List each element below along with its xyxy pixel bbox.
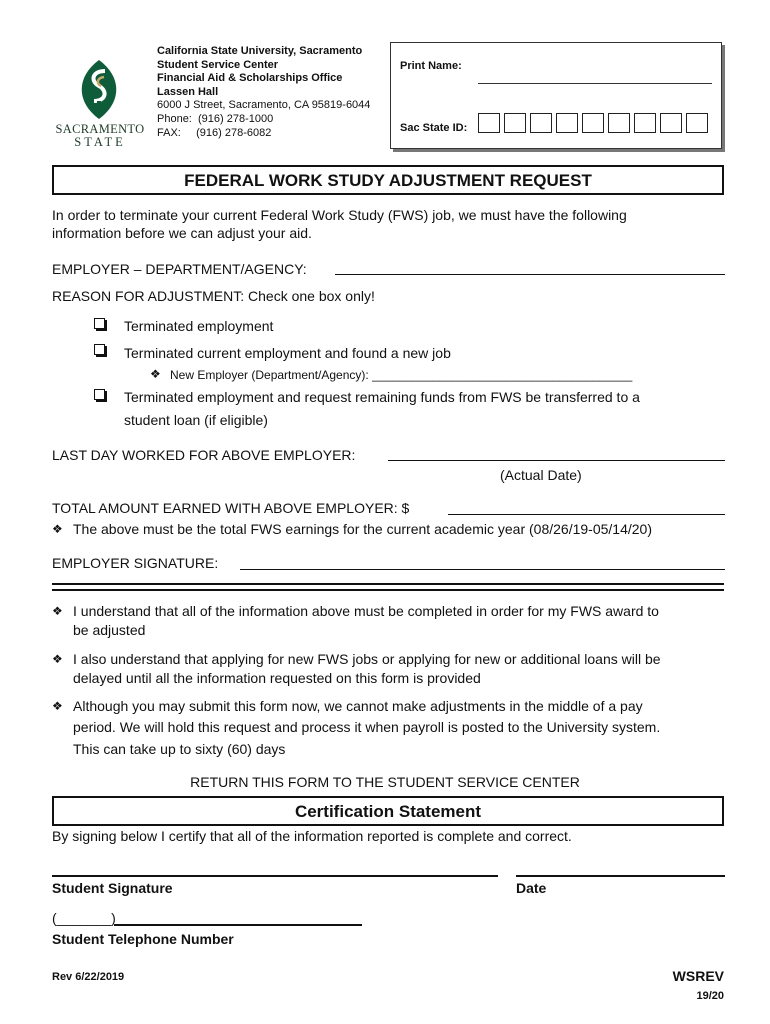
print-name-field[interactable]	[478, 83, 712, 84]
last-day-label: LAST DAY WORKED FOR ABOVE EMPLOYER:	[52, 447, 356, 463]
option-new-job-label: Terminated current employment and found a new job	[124, 345, 451, 361]
date-label: Date	[516, 880, 547, 896]
diamond-bullet-icon: ❖	[52, 604, 63, 618]
total-earned-field[interactable]	[448, 514, 725, 515]
student-id-box	[390, 42, 722, 149]
student-signature-field[interactable]	[52, 875, 498, 877]
fax-label: FAX:	[157, 126, 181, 139]
revision-date: Rev 6/22/2019	[52, 971, 125, 983]
checkbox-transfer-to-loan[interactable]	[94, 389, 105, 400]
logo-wordmark-bottom: STATE	[74, 135, 126, 149]
student-phone-field[interactable]	[114, 924, 362, 926]
total-earned-note: The above must be the total FWS earnings for the current academic year (08/26/19-05/14/20)	[73, 521, 652, 537]
address-line: Financial Aid & Scholarships Office	[157, 72, 343, 85]
employer-signature-label: EMPLOYER SIGNATURE:	[52, 555, 219, 571]
phone-number: (916) 278-1000	[198, 112, 274, 125]
office-address	[157, 45, 370, 140]
logo-wordmark-top: SACRAMENTO	[55, 122, 145, 136]
phone-area-code-field[interactable]: (_______)	[52, 910, 116, 926]
option-transfer-label-line1: Terminated employment and request remaining funds from FWS be transferred to a	[124, 389, 640, 405]
id-digit-box[interactable]	[478, 113, 500, 133]
form-year: 19/20	[696, 990, 724, 1002]
id-digit-box[interactable]	[686, 113, 708, 133]
id-digit-box[interactable]	[556, 113, 578, 133]
fax-number: (916) 278-6082	[196, 126, 272, 139]
bullet-3-line3: This can take up to sixty (60) days	[73, 741, 286, 757]
date-field[interactable]	[516, 875, 725, 877]
phone-row	[157, 113, 370, 127]
address-line: Lassen Hall	[157, 85, 219, 98]
bullet-1-line2: be adjusted	[73, 622, 146, 638]
id-digit-box[interactable]	[504, 113, 526, 133]
return-instructions: RETURN THIS FORM TO THE STUDENT SERVICE CENTER	[190, 774, 580, 790]
address-line: California State University, Sacramento	[157, 45, 363, 57]
id-digit-box[interactable]	[582, 113, 604, 133]
diamond-bullet-icon: ❖	[52, 652, 63, 666]
option-terminated-label: Terminated employment	[124, 318, 274, 334]
bullet-2-line1: I also understand that applying for new FWS jobs or applying for new or additional loans will be	[73, 651, 661, 667]
id-digit-box[interactable]	[530, 113, 552, 133]
section-divider	[52, 583, 724, 585]
id-digit-box[interactable]	[660, 113, 682, 133]
intro-text-line1: In order to terminate your current Federal Work Study (FWS) job, we must have the following	[52, 207, 627, 223]
employer-signature-field[interactable]	[240, 569, 725, 570]
student-signature-label: Student Signature	[52, 880, 173, 896]
checkbox-terminated[interactable]	[94, 318, 105, 329]
checkbox-new-job[interactable]	[94, 344, 105, 355]
phone-label: Phone:	[157, 112, 192, 125]
employer-label: EMPLOYER – DEPARTMENT/AGENCY:	[52, 261, 307, 277]
bullet-3-line2: period. We will hold this request and process it when payroll is posted to the University system.	[73, 719, 661, 735]
new-employer-field[interactable]: New Employer (Department/Agency): _______________________________________	[170, 368, 633, 382]
diamond-bullet-icon: ❖	[150, 367, 161, 381]
student-phone-label: Student Telephone Number	[52, 931, 234, 947]
print-name-label: Print Name:	[400, 60, 462, 72]
fax-row	[157, 127, 370, 141]
section-divider	[52, 589, 724, 591]
certification-title: Certification Statement	[52, 796, 724, 826]
bullet-1-line1: I understand that all of the information above must be completed in order for my FWS award to	[73, 603, 659, 619]
address-line: 6000 J Street, Sacramento, CA 95819-6044	[157, 99, 371, 112]
address-line: Student Service Center	[157, 58, 279, 71]
sac-state-id-label: Sac State ID:	[400, 122, 468, 134]
intro-text-line2: information before we can adjust your aid.	[52, 225, 312, 241]
last-day-field[interactable]	[388, 460, 725, 461]
bullet-3-line1: Although you may submit this form now, we cannot make adjustments in the middle of a pay	[73, 698, 643, 714]
id-digit-box[interactable]	[608, 113, 630, 133]
form-code: WSREV	[672, 968, 724, 984]
sac-state-id-field	[478, 113, 712, 133]
reason-label: REASON FOR ADJUSTMENT: Check one box only!	[52, 288, 375, 304]
certification-text: By signing below I certify that all of the information reported is complete and correct.	[52, 828, 572, 844]
diamond-bullet-icon: ❖	[52, 699, 63, 713]
actual-date-caption: (Actual Date)	[500, 467, 582, 483]
option-transfer-label-line2: student loan (if eligible)	[124, 412, 268, 428]
diamond-bullet-icon: ❖	[52, 522, 63, 536]
total-earned-label: TOTAL AMOUNT EARNED WITH ABOVE EMPLOYER: $	[52, 500, 410, 516]
bullet-2-line2: delayed until all the information requested on this form is provided	[73, 670, 481, 686]
id-digit-box[interactable]	[634, 113, 656, 133]
form-title: FEDERAL WORK STUDY ADJUSTMENT REQUEST	[52, 165, 724, 195]
employer-field[interactable]	[335, 274, 725, 275]
